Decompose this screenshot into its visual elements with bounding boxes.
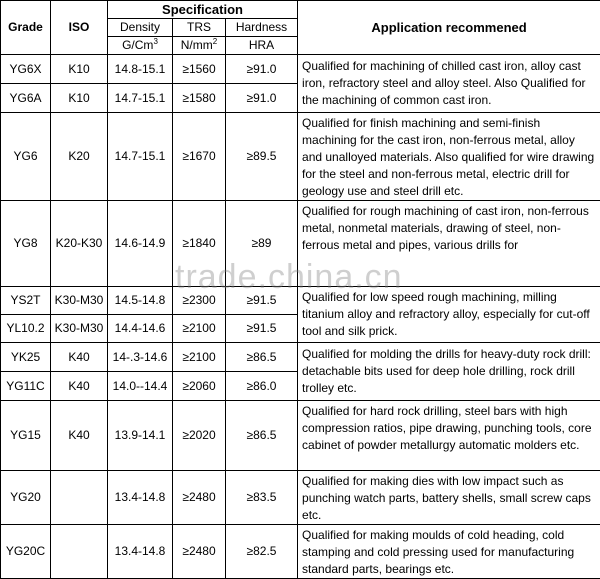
density-cell: 14.7-15.1 bbox=[108, 84, 173, 113]
application-cell: Qualified for low speed rough machining, milling titanium alloy and refractory alloy, especially for cut-off tool and silk prick. bbox=[298, 287, 600, 343]
table-row bbox=[1, 287, 600, 315]
application-header: Application recommened bbox=[298, 1, 600, 55]
density-cell: 13.4-14.8 bbox=[108, 471, 173, 525]
density-cell: 13.9-14.1 bbox=[108, 401, 173, 471]
grade-cell: YK25 bbox=[1, 343, 51, 372]
grade-header: Grade bbox=[1, 1, 51, 55]
grade-cell: YG6 bbox=[1, 113, 51, 201]
iso-cell bbox=[51, 471, 108, 525]
iso-cell: K40 bbox=[51, 372, 108, 401]
trs-header: TRS bbox=[173, 19, 226, 37]
trs-cell: ≥2480 bbox=[173, 471, 226, 525]
density-header: Density bbox=[108, 19, 173, 37]
grade-cell: YG6A bbox=[1, 84, 51, 113]
trs-cell: ≥2480 bbox=[173, 525, 226, 579]
iso-cell: K30-M30 bbox=[51, 315, 108, 343]
trs-cell: ≥2060 bbox=[173, 372, 226, 401]
density-cell: 14.7-15.1 bbox=[108, 113, 173, 201]
hardness-cell: ≥91.5 bbox=[226, 287, 298, 315]
iso-header: ISO bbox=[51, 1, 108, 55]
table-row bbox=[1, 113, 600, 201]
grade-cell: YG11C bbox=[1, 372, 51, 401]
application-cell: Qualified for making dies with low impact such as punching watch parts, battery shells, small screw caps etc. bbox=[298, 471, 600, 525]
density-cell: 14.8-15.1 bbox=[108, 55, 173, 84]
grade-cell: YL10.2 bbox=[1, 315, 51, 343]
hardness-cell: ≥91.0 bbox=[226, 84, 298, 113]
application-cell: Qualified for hard rock drilling, steel bars with high compression ratios, pipe drawing, punching tools, core cabinet of powder metallurgy automatic molders etc. bbox=[298, 401, 600, 471]
hardness-header: Hardness bbox=[226, 19, 298, 37]
grade-cell: YS2T bbox=[1, 287, 51, 315]
grade-cell: YG20C bbox=[1, 525, 51, 579]
density-cell: 14.4-14.6 bbox=[108, 315, 173, 343]
hardness-cell: ≥89.5 bbox=[226, 113, 298, 201]
table-row bbox=[1, 343, 600, 372]
table-row bbox=[1, 55, 600, 84]
density-unit: G/Cm$^3$ bbox=[108, 37, 173, 55]
grade-cell: YG8 bbox=[1, 201, 51, 287]
table-row bbox=[1, 525, 600, 579]
hardness-cell: ≥86.0 bbox=[226, 372, 298, 401]
hardness-cell: ≥83.5 bbox=[226, 471, 298, 525]
iso-cell: K20 bbox=[51, 113, 108, 201]
hardness-cell: ≥82.5 bbox=[226, 525, 298, 579]
iso-cell: K20-K30 bbox=[51, 201, 108, 287]
table-row bbox=[1, 201, 600, 287]
trs-unit: $N/mm^2$ bbox=[173, 37, 226, 55]
application-cell: Qualified for molding the drills for heavy-duty rock drill: detachable bits used for deep hole drilling, rock drill trolley etc. bbox=[298, 343, 600, 401]
specification-header: Specification bbox=[108, 1, 298, 19]
table-row bbox=[1, 401, 600, 471]
trs-cell: ≥1580 bbox=[173, 84, 226, 113]
iso-cell: K40 bbox=[51, 343, 108, 372]
hardness-cell: ≥91.0 bbox=[226, 55, 298, 84]
density-cell: 13.4-14.8 bbox=[108, 525, 173, 579]
iso-cell: K10 bbox=[51, 55, 108, 84]
application-cell: Qualified for finish machining and semi-finish machining for the cast iron, non-ferrous metal, alloy and unalloyed materials. Also qualified for wire drawing for the steel and non-ferrous metal, electric drill for geology use and steel drill etc. bbox=[298, 113, 600, 201]
hardness-cell: ≥86.5 bbox=[226, 401, 298, 471]
iso-cell: K30-M30 bbox=[51, 287, 108, 315]
iso-cell bbox=[51, 525, 108, 579]
iso-cell: K40 bbox=[51, 401, 108, 471]
hardness-unit: HRA bbox=[226, 37, 298, 55]
application-cell: Qualified for making moulds of cold heading, cold stamping and cold pressing used for manufacturing standard parts, bearings etc. bbox=[298, 525, 600, 579]
density-cell: 14.5-14.8 bbox=[108, 287, 173, 315]
trs-cell: ≥1670 bbox=[173, 113, 226, 201]
grade-cell: YG6X bbox=[1, 55, 51, 84]
application-cell: Qualified for rough machining of cast iron, non-ferrous metal, nonmetal materials, drawing of steel, non-ferrous metal and pipes, various drills for bbox=[298, 201, 600, 287]
trs-cell: ≥1560 bbox=[173, 55, 226, 84]
trs-cell: ≥2300 bbox=[173, 287, 226, 315]
trs-cell: ≥2020 bbox=[173, 401, 226, 471]
density-cell: 14.6-14.9 bbox=[108, 201, 173, 287]
table-row bbox=[1, 471, 600, 525]
hardness-cell: ≥91.5 bbox=[226, 315, 298, 343]
grade-cell: YG15 bbox=[1, 401, 51, 471]
iso-cell: K10 bbox=[51, 84, 108, 113]
hardness-cell: ≥89 bbox=[226, 201, 298, 287]
watermark: trade.china.cn bbox=[175, 258, 403, 297]
trs-cell: ≥1840 bbox=[173, 201, 226, 287]
hardness-cell: ≥86.5 bbox=[226, 343, 298, 372]
density-cell: 14.0--14.4 bbox=[108, 372, 173, 401]
grade-cell: YG20 bbox=[1, 471, 51, 525]
density-cell: 14-.3-14.6 bbox=[108, 343, 173, 372]
trs-cell: ≥2100 bbox=[173, 315, 226, 343]
application-cell: Qualified for machining of chilled cast iron, alloy cast iron, refractory steel and alloy steel. Also Qualified for the machining of common cast iron. bbox=[298, 55, 600, 113]
trs-cell: ≥2100 bbox=[173, 343, 226, 372]
